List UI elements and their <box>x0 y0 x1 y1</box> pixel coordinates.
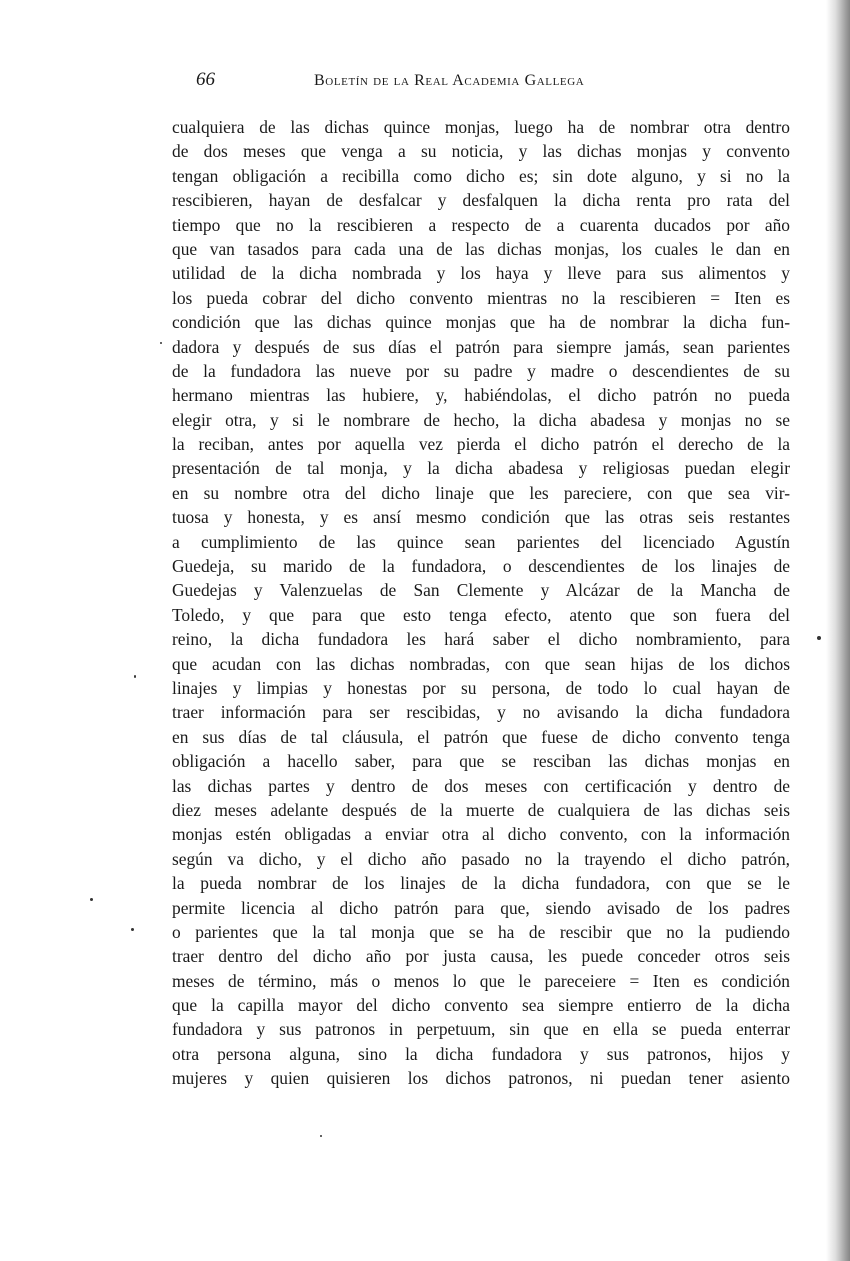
text-line: a cumplimiento de las quince sean parientes del licenciado Agustín <box>172 531 790 552</box>
text-line: traer dentro del dicho año por justa causa, les puede conceder otros seis <box>172 946 790 967</box>
text-line: dadora y después de sus días el patrón para siempre jamás, sean parientes <box>172 336 790 357</box>
text-line: de dos meses que venga a su noticia, y las dichas monjas y convento <box>172 141 790 162</box>
running-title: Boletín de la Real Academia Gallega <box>314 72 585 89</box>
text-line: presentación de tal monja, y la dicha abadesa y religiosas puedan elegir <box>172 458 790 479</box>
text-line: diez meses adelante después de la muerte de cualquiera de las dichas seis <box>172 799 790 820</box>
text-line: monjas estén obligadas a enviar otra al dicho convento, con la información <box>172 824 790 845</box>
text-line: los pueda cobrar del dicho convento mientras no la rescibieren = Iten es <box>172 287 790 308</box>
text-line: permite licencia al dicho patrón para que, siendo avisado de los padres <box>172 897 790 918</box>
text-line: hermano mientras las hubiere, y, habiéndolas, el dicho patrón no pueda <box>172 385 790 406</box>
scan-speck <box>131 928 134 931</box>
text-line: traer información para ser rescibidas, y no avisando la dicha fundadora <box>172 702 790 723</box>
text-line: que acudan con las dichas nombradas, con que sean hijas de los dichos <box>172 653 790 674</box>
text-line: tengan obligación a recibilla como dicho es; sin dote alguno, y si no la <box>172 165 790 186</box>
text-line: tuosa y honesta, y es ansí mesmo condición que las otras seis restantes <box>172 507 790 528</box>
text-line: la reciban, antes por aquella vez pierda el dicho patrón el derecho de la <box>172 434 790 455</box>
text-line: de la fundadora las nueve por su padre y madre o descendientes de su <box>172 360 790 381</box>
scan-speck <box>320 1135 322 1137</box>
text-line: Guedejas y Valenzuelas de San Clemente y Alcázar de la Mancha de <box>172 580 790 601</box>
text-line: rescibieren, hayan de desfalcar y desfalquen la dicha renta pro rata del <box>172 190 790 211</box>
text-line: utilidad de la dicha nombrada y los haya y lleve para sus alimentos y <box>172 263 790 284</box>
text-line: mujeres y quien quisieren los dichos patronos, ni puedan tener asiento <box>172 1068 790 1089</box>
text-line: linajes y limpias y honestas por su persona, de todo lo cual hayan de <box>172 677 790 698</box>
text-line: Toledo, y que para que esto tenga efecto, atento que son fuera del <box>172 604 790 625</box>
text-line: otra persona alguna, sino la dicha fundadora y sus patronos, hijos y <box>172 1043 790 1064</box>
text-line: condición que las dichas quince monjas que ha de nombrar la dicha fun- <box>172 312 790 333</box>
scan-speck <box>817 636 821 640</box>
text-line: en sus días de tal cláusula, el patrón que fuese de dicho convento tenga <box>172 726 790 747</box>
text-line: meses de término, más o menos lo que le pareceiere = Iten es condición <box>172 970 790 991</box>
text-line: tiempo que no la rescibieren a respecto de a cuarenta ducados por año <box>172 214 790 235</box>
text-line: la pueda nombrar de los linajes de la dicha fundadora, con que se le <box>172 873 790 894</box>
text-line: cualquiera de las dichas quince monjas, luego ha de nombrar otra dentro <box>172 117 790 137</box>
text-line: que van tasados para cada una de las dichas monjas, los cuales le dan en <box>172 238 790 259</box>
page-header <box>196 68 656 92</box>
text-line: obligación a hacello saber, para que se resciban las dichas monjas en <box>172 751 790 772</box>
text-line: fundadora y sus patronos in perpetuum, sin que en ella se pueda enterrar <box>172 1019 790 1040</box>
text-line: elegir otra, y si le nombrare de hecho, la dicha abadesa y monjas no se <box>172 409 790 430</box>
page-number: 66 <box>196 69 215 90</box>
scan-speck <box>134 675 136 678</box>
text-line: o parientes que la tal monja que se ha de rescibir que no la pudiendo <box>172 921 790 942</box>
scan-speck <box>160 342 162 344</box>
text-line: que la capilla mayor del dicho convento sea siempre entierro de la dicha <box>172 995 790 1016</box>
body-text <box>172 115 790 1091</box>
text-line: Guedeja, su marido de la fundadora, o descendientes de los linajes de <box>172 556 790 577</box>
scan-speck <box>90 898 93 901</box>
text-line: reino, la dicha fundadora les hará saber el dicho nombramiento, para <box>172 629 790 650</box>
text-line: las dichas partes y dentro de dos meses con certificación y dentro de <box>172 775 790 796</box>
page-edge-shadow <box>826 0 850 1261</box>
text-line: según va dicho, y el dicho año pasado no la trayendo el dicho patrón, <box>172 848 790 869</box>
text-line: en su nombre otra del dicho linaje que les pareciere, con que sea vir- <box>172 482 790 503</box>
